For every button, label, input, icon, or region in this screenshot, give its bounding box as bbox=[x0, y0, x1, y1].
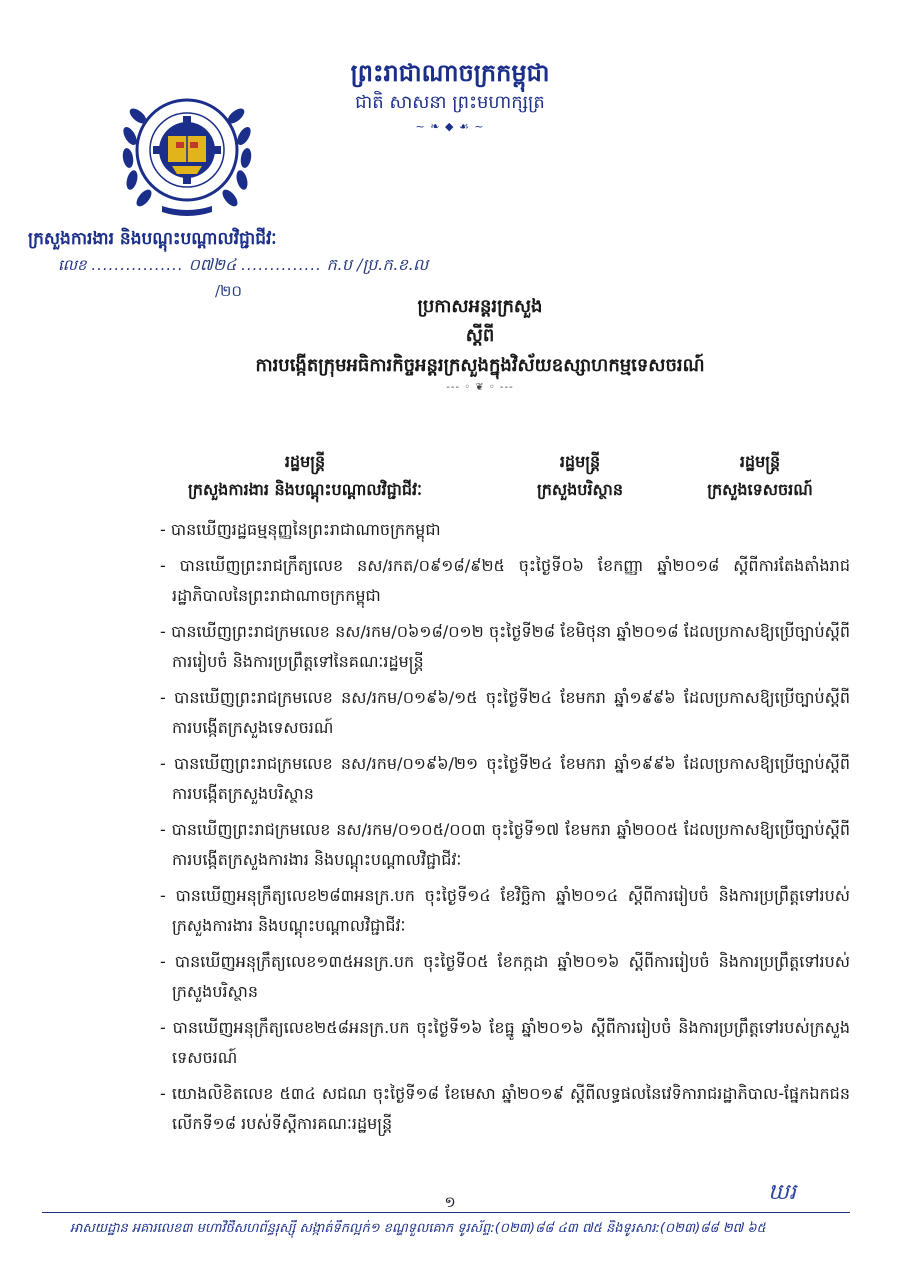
reference-suffix: ក.ប /ប្រ.ក.ខ.ល bbox=[326, 255, 429, 274]
minister-ministry: ក្រសួងការងារ និងបណ្តុះបណ្តាលវិជ្ជាជីវៈ bbox=[188, 480, 422, 499]
reference-number: ០៧២៤ bbox=[188, 255, 237, 274]
minister-ministry: ក្រសួងទេសចរណ៍ bbox=[707, 480, 813, 499]
minister-title: រដ្ឋមន្ត្រី bbox=[284, 452, 326, 471]
title-subject-label: ស្តីពី bbox=[465, 325, 495, 346]
list-item: - បានឃើញរដ្ឋធម្មនុញ្ញនៃព្រះរាជាណាចក្រកម្ពុជា bbox=[160, 520, 441, 539]
document-title-block bbox=[120, 292, 840, 393]
footer-address: អាសយដ្ឋាន អគារលេខ៣ មហាវិថីសហព័ន្ធរុស្ស៊ី សង្កាត់ទឹកល្អក់១ ខណ្ឌទួលគោក ទូរស័ព្ទ:(០២៣)៨៨ ៤៣ ៧៥ និងទូរសារ:(០២៣)៨៨ ២៧ ៦៥ bbox=[70, 1221, 766, 1236]
ornament-divider: ~ ❧ ◆ ☙ ~ bbox=[415, 120, 485, 133]
document-subject: ការបង្កើតក្រុមអធិការកិច្ចអន្តរក្រសួងក្នុងវិស័យឧស្សាហកម្មទេសចរណ៍ bbox=[255, 355, 705, 376]
kingdom-header bbox=[320, 58, 580, 133]
list-item: - បានឃើញព្រះរាជក្រមលេខ នស/រកម/០៦១៨/០១២ ចុះថ្ងៃទី២៨ ខែមិថុនា ឆ្នាំ២០១៨ ដែលប្រកាសឱ្យប្រើច្បាប់ស្តីពីការរៀបចំ និងការប្រព្រឹត្តទៅនៃគណៈរដ្ឋមន្ត្រី bbox=[160, 622, 850, 671]
list-item: - បានឃើញអនុក្រឹត្យលេខ១៣៥អនក្រ.បក ចុះថ្ងៃទី០៥ ខែកក្កដា ឆ្នាំ២០១៦ ស្តីពីការរៀបចំ និងការប្រព្រឹត្តទៅរបស់ក្រសួងបរិស្ថាន bbox=[160, 952, 850, 1001]
list-item: - បានឃើញព្រះរាជក្រឹត្យលេខ នស/រកត/០៩១៨/៩២៥ ចុះថ្ងៃទី០៦ ខែកញ្ញា ឆ្នាំ២០១៨ ស្តីពីការតែងតាំងរាជរដ្ឋាភិបាលនៃព្រះរាជាណាចក្រកម្ពុជា bbox=[160, 556, 850, 605]
document-type: ប្រកាសអន្តរក្រសួង bbox=[417, 296, 543, 317]
legal-basis-list bbox=[160, 515, 850, 1145]
footer-divider bbox=[42, 1212, 850, 1213]
issuing-ministry: ក្រសួងការងារ និងបណ្តុះបណ្តាលវិជ្ជាជីវៈ bbox=[28, 229, 277, 249]
kingdom-name: ព្រះរាជាណាចក្រកម្ពុជា bbox=[350, 59, 550, 87]
ministry-seal-icon bbox=[112, 88, 262, 223]
handwritten-initials: ឃរ bbox=[768, 1180, 796, 1205]
minister-title: រដ្ឋមន្ត្រី bbox=[559, 452, 601, 471]
reference-line bbox=[58, 254, 428, 278]
list-item: - បានឃើញព្រះរាជក្រមលេខ នស/រកម/០១៩៦/២១ ចុះថ្ងៃទី២៤ ខែមករា ឆ្នាំ១៩៩៦ ដែលប្រកាសឱ្យប្រើច្បាប់ស្តីពីការបង្កើតក្រសួងបរិស្ថាន bbox=[160, 754, 850, 803]
minister-block-labour bbox=[135, 448, 475, 504]
minister-block-tourism bbox=[680, 448, 840, 504]
list-item: - បានឃើញអនុក្រឹត្យលេខ២៥៨អនក្រ.បក ចុះថ្ងៃទី១៦ ខែធ្នូ ឆ្នាំ២០១៦ ស្តីពីការរៀបចំ និងការប្រព្រឹត្តទៅរបស់ក្រសួងទេសចរណ៍ bbox=[160, 1018, 850, 1067]
list-item: - យោងលិខិតលេខ ៥៣៤ សជណ ចុះថ្ងៃទី១៨ ខែមេសា ឆ្នាំ២០១៩ ស្តីពីលទ្ធផលនៃវេទិការាជរដ្ឋាភិបាល-ផ្នែកឯកជន លើកទី១៨ របស់ទីស្តីការគណៈរដ្ឋមន្ត្រី bbox=[160, 1084, 850, 1133]
reference-label: លេខ bbox=[58, 256, 87, 274]
minister-title: រដ្ឋមន្ត្រី bbox=[739, 452, 781, 471]
national-motto: ជាតិ សាសនា ព្រះមហាក្សត្រ bbox=[355, 92, 545, 113]
minister-ministry: ក្រសួងបរិស្ថាន bbox=[536, 480, 623, 499]
reference-sub-number: /២០ bbox=[215, 282, 243, 300]
list-item: - បានឃើញព្រះរាជក្រមលេខ នស/រកម/០១០៥/០០៣ ចុះថ្ងៃទី១៧ ខែមករា ឆ្នាំ២០០៥ ដែលប្រកាសឱ្យប្រើច្បាប់ស្តីពីការបង្កើតក្រសួងការងារ និងបណ្តុះបណ្តាលវិជ្ជាជីវៈ bbox=[160, 820, 850, 869]
ornament-divider: --- ◦ ❦ ◦ --- bbox=[446, 382, 514, 393]
minister-block-environment bbox=[500, 448, 660, 504]
list-item: - បានឃើញព្រះរាជក្រមលេខ នស/រកម/០១៩៦/១៥ ចុះថ្ងៃទី២៤ ខែមករា ឆ្នាំ១៩៩៦ ដែលប្រកាសឱ្យប្រើច្បាប់ស្តីពីការបង្កើតក្រសួងទេសចរណ៍ bbox=[160, 688, 850, 737]
dotted-leader: .............. bbox=[241, 256, 322, 274]
dotted-leader: ................ bbox=[91, 256, 184, 274]
page-number: ១ bbox=[444, 1193, 456, 1211]
list-item: - បានឃើញអនុក្រឹត្យលេខ២៨៣អនក្រ.បក ចុះថ្ងៃទី១៤ ខែវិច្ឆិកា ឆ្នាំ២០១៤ ស្តីពីការរៀបចំ និងការប្រព្រឹត្តទៅរបស់ក្រសួងការងារ និងបណ្តុះបណ្តាលវិជ្ជាជីវៈ bbox=[160, 886, 850, 935]
